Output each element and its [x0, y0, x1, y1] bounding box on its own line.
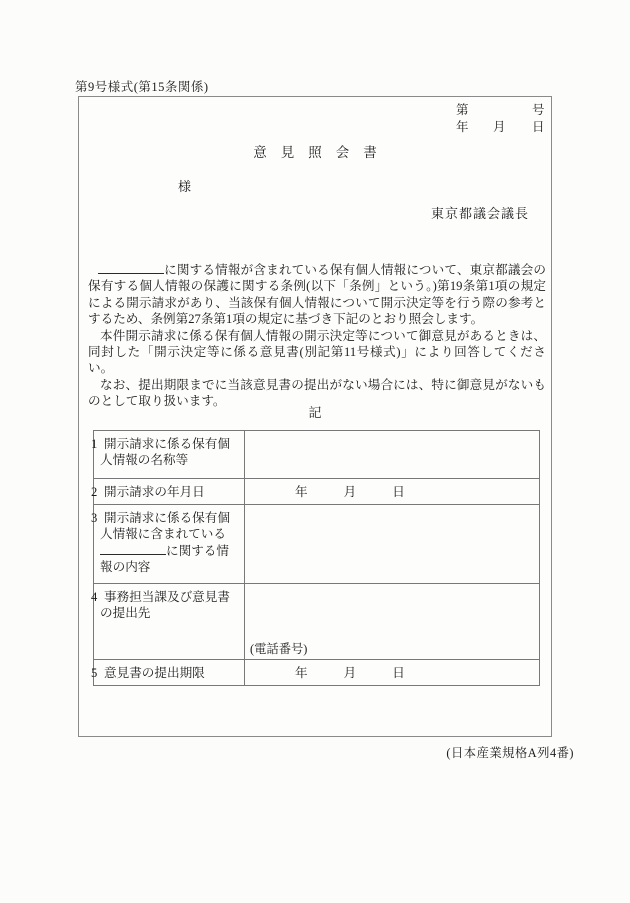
body-text	[88, 261, 546, 410]
row-1-label: 開示請求に係る保有個人情報の名称等	[100, 437, 230, 467]
row-2-day-label: 日	[392, 485, 405, 499]
row-3-number: 3	[91, 511, 98, 525]
row-3-value-cell	[245, 505, 540, 584]
row-2-label-cell	[91, 479, 245, 505]
paragraph-3: なお、提出期限までに当該意見書の提出がない場合には、特に御意見がないものとして取り扱います。	[88, 377, 547, 409]
row-5-year-label: 年	[295, 666, 308, 680]
row-1-label-cell	[91, 431, 245, 479]
section-marker-ki: 記	[308, 405, 322, 420]
table-row-2	[94, 479, 540, 505]
row-2-year-label: 年	[295, 485, 308, 499]
doc-date-day-label: 日	[532, 120, 545, 134]
addressee-honorific: 様	[178, 179, 192, 194]
row-3-label-cell	[91, 505, 245, 584]
document-title: 意見照会書	[253, 145, 391, 160]
row-4-label: 事務担当課及び意見書の提出先	[100, 590, 230, 620]
row-5-label-cell	[91, 660, 245, 686]
row-3-label-before-blank: 開示請求に係る保有個人情報に含まれている	[100, 511, 230, 541]
row-5-number: 5	[91, 666, 98, 680]
row-2-value-cell	[245, 479, 540, 505]
row-5-label: 意見書の提出期限	[104, 666, 205, 680]
table-row-4	[94, 584, 540, 660]
doc-number-prefix: 第	[456, 103, 469, 117]
form-style-label: 第9号様式(第15条関係)	[75, 80, 209, 94]
document-border-box	[78, 96, 552, 737]
fill-in-blank-row-3	[100, 542, 166, 555]
paragraph-1-text: に関する情報が含まれている保有個人情報について、東京都議会の保有する個人情報の保護に関する条例(以下「条例」という。)第19条第1項の規定による開示請求があり、当該保有個人情報について開示決定等を行う際の参考とするため、条例第27条第1項の規定に基づき下記のとおり照会します。	[88, 263, 546, 327]
paragraph-1	[88, 261, 546, 328]
sender-name: 東京都議会議長	[430, 206, 529, 221]
paragraph-2: 本件開示請求に係る保有個人情報の開示決定等について御意見があるときは、同封した「開示決定等に係る意見書(別記第11号様式)」により回答してください。	[88, 328, 546, 376]
phone-number-note: (電話番号)	[250, 642, 308, 656]
row-2-date-line	[251, 484, 533, 500]
table-row-1	[94, 431, 540, 479]
row-5-value-cell	[245, 660, 540, 686]
row-5-day-label: 日	[392, 666, 405, 680]
doc-number-suffix: 号	[532, 103, 545, 117]
row-2-number: 2	[91, 485, 98, 499]
row-1-value-cell	[245, 431, 540, 479]
row-5-date-line	[251, 665, 533, 681]
row-3-label-after-blank: に関する情報の内容	[100, 544, 229, 574]
row-4-value-cell	[245, 584, 540, 660]
row-4-label-cell	[91, 584, 245, 660]
row-2-month-label: 月	[343, 485, 357, 499]
row-4-number: 4	[91, 590, 98, 604]
paper-size-note: (日本産業規格A列4番)	[446, 746, 574, 760]
row-1-number: 1	[91, 437, 98, 451]
fill-in-blank-subject	[98, 261, 164, 274]
row-5-month-label: 月	[343, 666, 357, 680]
doc-date-year-label: 年	[456, 120, 469, 134]
details-table	[93, 430, 540, 686]
table-row-5	[94, 660, 540, 686]
row-2-label: 開示請求の年月日	[104, 485, 205, 499]
table-row-3	[94, 505, 540, 584]
doc-date-month-label: 月	[493, 120, 506, 134]
